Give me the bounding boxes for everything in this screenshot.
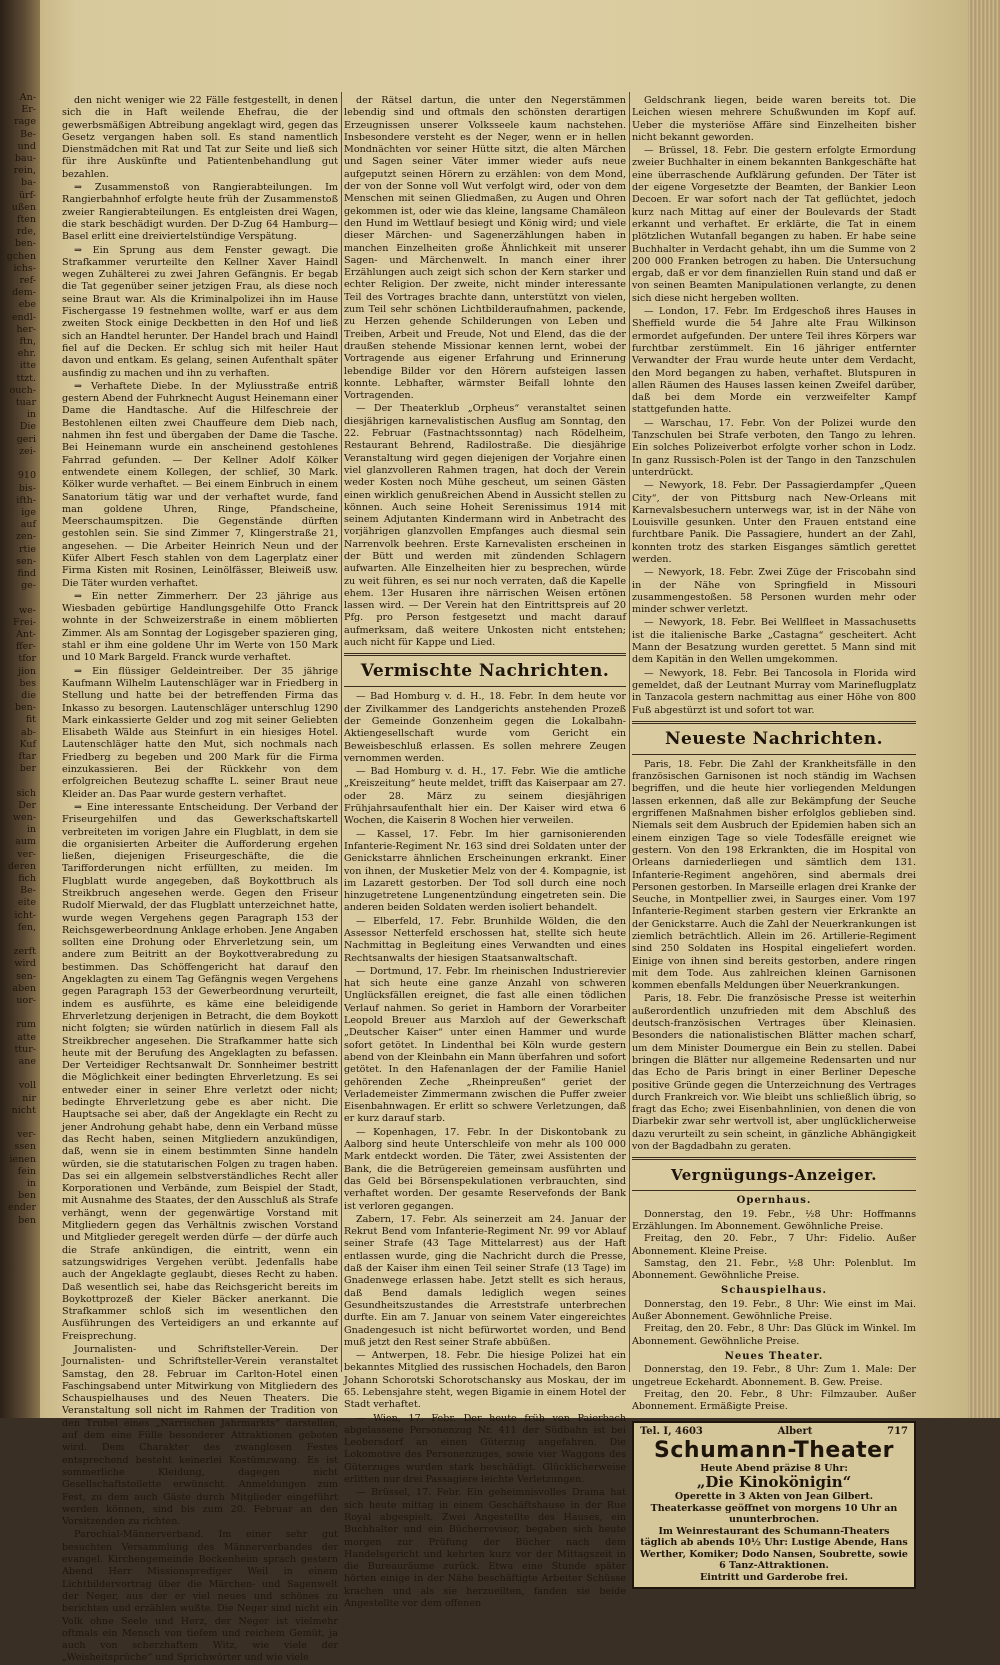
fragment-line: ben-: [14, 702, 36, 714]
section-rule: [632, 754, 916, 755]
fragment-line: bis-: [18, 482, 36, 494]
venue-name: Neues Theater.: [724, 1350, 824, 1362]
fragment-line: ttzt.: [16, 372, 36, 384]
fragment-line: ige: [21, 506, 36, 518]
fragment-line: bes: [19, 677, 36, 689]
fragment-line: sich: [16, 787, 36, 799]
article-paragraph: den nicht weniger wie 22 Fälle festgestellt, in denen sich die in Haft weilende Ehefrau, die der gewerbsmäßigen Abtreibung angeklagt wird, gegen das Gesetz vergangen haben soll. Es stand namentlich Dienstmädchen mit Rat und Tat zur Seite und ließ sich für ihre Auskünfte und Patientenbehandlung gut bezahlen.: [62, 95, 338, 180]
fragment-line: [0, 1007, 38, 1019]
vermischte-nachrichten-body: [344, 691, 626, 1610]
fragment-line: Die: [19, 421, 36, 433]
fragment-line: und: [17, 140, 36, 152]
fragment-line: ttur-: [14, 1043, 36, 1055]
ad-telephone: Tel. I, 4603: [640, 1426, 703, 1438]
article-paragraph: ⇒ Zusammenstoß von Rangierabteilungen. Im Rangierbahnhof erfolgte heute früh der Zusammenstoß zweier Rangierabteilungen. Es entgleisten drei Wagen, die stark beschädigt wurden. Der D-Zug 64 Hamburg—Basel erlitt eine dreiviertelstündige Verspätung.: [62, 182, 338, 243]
fragment-line: nicht: [11, 1104, 36, 1116]
heading-vergnuegungs-anzeiger: Vergnügungs-Anzeiger.: [670, 1166, 878, 1185]
fragment-line: ftar: [18, 750, 36, 762]
fragment-line: ben: [18, 1190, 36, 1202]
fragment-line: uor-: [16, 995, 36, 1007]
fragment-line: wird: [14, 958, 36, 970]
fragment-line: tuar: [15, 397, 36, 409]
fragment-line: rage: [14, 116, 36, 128]
fragment-line: ab-: [21, 726, 36, 738]
performance-listing: Donnerstag, den 19. Febr., 8 Uhr: Wie einst im Mai. Außer Abonnement. Gewöhnliche Preise.: [632, 1298, 916, 1323]
article-paragraph: — Brüssel, 17. Febr. Ein geheimnisvolles Drama hat sich heute mittag in einem Geschäftshause in der Rue Royal abgespielt. Zwei Angestellte des Hauses, ein Buchhalter und ein Bücherrevisor, begaben sich heute morgen zur Prüfung der Bücher nach dem Handelsgericht und kehrten kurz vor der Mittagszeit in die Bureauräume zurück. Etwa eine Stunde später hörten einige in der Nähe beschäftigte Arbeiter Schüsse krachen und als sie herzueilten, fanden sie beide Angestellte vor dem offenen: [344, 1487, 626, 1610]
fragment-line: endl-: [11, 311, 36, 323]
heading-neueste-nachrichten: Neueste Nachrichten.: [664, 728, 884, 749]
article-paragraph: Zabern, 17. Febr. Als seinerzeit am 24. Januar der Rekrut Bend vom Infanterie-Regiment Nr. 99 vor Ablauf seiner Strafe (43 Tage Mittelarrest) aus der Haft entlassen wurde, ging die Nachricht durch die Presse, daß der Kaiser ihm einen Teil seiner Strafe (13 Tage) im Gnadenwege erlassen habe. Jetzt stellt es sich heraus, daß Bend damals lediglich wegen seines Gesundheitszustandes die Arreststrafe unterbrechen durfte. Ein am 7. Januar von seinem Vater eingereichtes Gnadengesuch ist nicht befürwortet worden, und Bend muß jetzt den Rest seiner Strafe abbüßen.: [344, 1213, 626, 1348]
column-local-news: [62, 95, 338, 1664]
fragment-line: ben-: [14, 238, 36, 250]
fragment-line: voll: [18, 1080, 36, 1092]
performance-listing: Samstag, den 21. Febr., ½8 Uhr: Polenblut. Im Abonnement. Gewöhnliche Preise.: [632, 1257, 916, 1282]
fragment-line: Ant-: [15, 628, 36, 640]
fragment-line: atte: [17, 1031, 36, 1043]
article-paragraph: — Dortmund, 17. Febr. Im rheinischen Industrierevier hat sich heute eine ganze Anzahl von schweren Unglücksfällen ereignet, die fast alle einen tödlichen Verlauf nahmen. So geriet in Hamborn der Vorarbeiter Leopold Breuer aus Marxloh auf der Gewerkschaft „Deutscher Kaiser“ unter einen Hammer und wurde sofort getötet. In Lindenthal bei Köln wurde gestern abend von der Kleinbahn ein Mann überfahren und sofort getötet. In den Hafenanlagen der der Familie Haniel gehörenden Zeche „Rheinpreußen“ geriet der Verlademeister Zimmermann zwischen die Puffer zweier Eisenbahnwagen. Er erlitt so schwere Verletzungen, daß er kurz darauf starb.: [344, 965, 626, 1125]
fragment-line: deren: [8, 860, 36, 872]
fragment-line: ften: [16, 214, 36, 226]
fragment-line: wen-: [12, 811, 36, 823]
article-paragraph: — Newyork, 18. Febr. Zwei Züge der Friscobahn sind in der Nähe von Springfield in Missouri zusammengestoßen. 58 Personen wurden mehr oder minder schwer verletzt.: [632, 567, 916, 616]
article-paragraph: Paris, 18. Febr. Die französische Presse ist weiterhin außerordentlich unzufrieden mit dem Abschluß des deutsch-französischen Vertrages über Kleinasien. Besonders die nationalistischen Blätter machen scharf, um dem Minister Doumergue ein Bein zu stellen. Dabei bringen die Blätter nur allgemeine Redensarten und nur das Echo de Paris bringt in einer Berliner Depesche positive Gründe gegen die Unterzeichnung des Vertrages durch Frankreich vor. Wie bleibt uns schließlich übrig, so fragt das Echo; zwei Eisenbahnlinien, von denen die von Diarbekir zwar sehr wertvoll ist, aber unglücklicherweise dazu verurteilt zu sein scheint, in gänzliche Abhängigkeit von der Bagdadbahn zu geraten.: [632, 993, 916, 1153]
ad-title: Schumann-Theater: [654, 1437, 894, 1463]
fragment-line: ane: [18, 1056, 36, 1068]
article-paragraph: ⇒ Ein netter Zimmerherr. Der 23 jährige aus Wiesbaden gebürtige Handlungsgehilfe Otto Franck wohnte in der Schweizerstraße in einem möblierten Zimmer. Als am Sonntag der Logisgeber spazieren ging, stahl er ihm eine goldene Uhr im Werte von 150 Mark und 10 Mark Bargeld. Franck wurde verhaftet.: [62, 590, 338, 664]
fragment-line: ebe: [18, 299, 36, 311]
fragment-line: fein: [17, 1165, 36, 1177]
venue-name: Opernhaus.: [736, 1195, 812, 1207]
article-paragraph: — Newyork, 18. Febr. Bei Wellfleet in Massachusetts ist die italienische Barke „Castagna“ gescheitert. Acht Mann der Besatzung wurden gerettet. 5 Mann sind mit dem Kapitän in den Wellen umgekommen.: [632, 617, 916, 666]
article-paragraph: ⇒ Ein flüssiger Geldeintreiber. Der 35 jährige Kaufmann Wilhelm Lautenschläger war in Friedberg in Stellung und hatte bei der betreffenden Firma das Inkasso zu besorgen. Lautenschläger unterschlug 1290 Mark einkassierte Gelder und zog mit seiner Geliebten Elisabeth Wälde aus Steinfurt in ein hiesiges Hotel. Lautenschläger hatte den Mut, sich nochmals nach Friedberg zu begeben und 200 Mark für die Firma einzukassieren. Bei der Rückkehr von dem erfolgreichen Beutezug schaffte L. seiner Braut neue Kleider an. Das Paar wurde gestern verhaftet.: [62, 665, 338, 800]
fragment-line: ba-: [21, 177, 36, 189]
fragment-line: ber: [19, 763, 36, 775]
fragment-line: find: [17, 567, 36, 579]
fragment-line: sen-: [16, 970, 36, 982]
fragment-line: in: [26, 824, 36, 836]
article-paragraph: — Der Theaterklub „Orpheus“ veranstaltet seinen diesjährigen karnevalistischen Ausflug am Sonntag, den 22. Februar (Fastnachtssonntag) nach Rödelheim, Restaurant Behrend, Radilostraße. Die diesjährige Veranstaltung wird gegen diejenigen der Vorjahre einen viel glanzvolleren Rahmen tragen, hat doch der Verein weder Kosten noch Mühe gescheut, um seinen Gästen einen wirklich genußreichen Abend in Aussicht stellen zu können. Auch seine Hoheit Serenissimus 1914 mit seinem Adjutanten Kindermann wird in Anbetracht des vorjährigen glanzvollen Empfanges auch diesmal sein Narrenvolk beehren. Erste Karnevalisten erscheinen in der Bütt und werden mit zündenden Schlagern aufwarten. Alle Einzelheiten hier zu besprechen, würde zu weit führen, es sei nur noch verraten, daß die Kapelle ehem. 13er Husaren ihre närrischen Weisen ertönen lassen wird. — Der Verein hat den Eintrittspreis auf 20 Pfg. pro Person festgesetzt und macht darauf aufmerksam, daß weitere Unkosten nicht entstehen; auch nicht für Kappe und Lied.: [344, 403, 626, 649]
theater-listings: [632, 1195, 916, 1413]
fragment-line: itte: [19, 360, 36, 372]
fragment-line: aben: [12, 982, 36, 994]
section-rule: [632, 1190, 916, 1191]
fragment-line: 910: [17, 470, 36, 482]
article-paragraph: — Bad Homburg v. d. H., 17. Febr. Wie die amtliche „Kreiszeitung“ heute meldet, trifft das Kaiserpaar am 27. oder 28. März zu seinem diesjährigen Frühjahrsaufenthalt hier ein. Der Kaiser wird etwa 6 Wochen, die Kaiserin 8 Wochen hier verweilen.: [344, 766, 626, 827]
article-paragraph: ⇒ Verhaftete Diebe. In der Myliusstraße entriß gestern Abend der Fuhrknecht August Heinemann einer Dame die Handtasche. Auf die Hilfeschreie der Bestohlenen eilten zwei Chauffeure dem Dieb nach, nahmen ihn fest und übergaben der Dame die Tasche. Bei Heinemann wurde ein anscheinend gestohlenes Fahrrad gefunden. — Der Kellner Adolf Kölker entwendete einem Kollegen, der schlief, 30 Mark. Kölker wurde verhaftet. — Bei einem Einbruch in einem Sanatorium tätig war und der verhaftet wurde, fand man goldene Uhren, Ringe, Pfandscheine, Meerschaumspitzen. Die Gegenstände dürften gestohlen sein. Sie sind Zimmer 7, Klingerstraße 21, angesehen. — Die Arbeiter Heinrich Neun und der Küfer Albert Fesch stahlen von dem Lagerplatz einer Firma Kisten mit Rosinen, Leinölfässer, Bleiweiß usw. Die Täter wurden verhaftet.: [62, 380, 338, 589]
fragment-line: auf: [20, 519, 36, 531]
fragment-line: ouch-: [9, 384, 36, 396]
column-right: [632, 95, 916, 1583]
heading-vermischte-nachrichten: Vermischte Nachrichten.: [360, 661, 610, 682]
fragment-line: ref-: [19, 275, 36, 287]
article-paragraph: — Kassel, 17. Febr. Im hier garnisonierenden Infanterie-Regiment Nr. 163 sind drei Soldaten unter der Genickstarre ähnlichen Erscheinungen erkrankt. Einer von ihnen, der Musketier Melz von der 4. Kompagnie, ist im Lazarett gestorben. Der Tod soll durch eine noch hinzugetretene Lungenentzündung eingetreten sein. Die anderen beiden Soldaten werden isoliert behandelt.: [344, 828, 626, 914]
ad-line-4: Im Weinrestaurant des Schumann-Theaters täglich ab abends 10½ Uhr: Lustige Abende, Hans Werther, Komiker; Dodo Nansen, Soubrette, sowie 6 Tanz-Attraktionen.: [640, 1525, 908, 1572]
column-rule: [629, 92, 630, 1372]
article-paragraph: — London, 17. Febr. Im Erdgeschoß ihres Hauses in Sheffield wurde die 54 Jahre alte Frau Wilkinson ermordet aufgefunden. Der untere Teil ihres Körpers war furchtbar zerstümmelt. Ein 16 jähriger entfernter Verwandter der Frau wurde heute unter dem Verdacht, den Mord begangen zu haben, verhaftet. Blutspuren in allen Räumen des Hauses lassen keinen Zweifel darüber, daß bei dem Morde ein verzweifelter Kampf stattgefunden hatte.: [632, 306, 916, 416]
article-paragraph: — Kopenhagen, 17. Febr. In der Diskontobank zu Aalborg sind heute Unterschleife von mehr als 100 000 Mark entdeckt worden. Die Täter, zwei Assistenten der Bank, die die Betrügereien gemeinsam ausführten und das Geld bei Börsenspekulationen verbrauchten, sind verhaftet worden. Der gesamte Reservefonds der Bank ist verloren gegangen.: [344, 1126, 626, 1212]
fragment-line: nir: [22, 1092, 36, 1104]
fragment-line: [0, 775, 38, 787]
ad-show-title: „Die Kinokönigin“: [696, 1473, 852, 1492]
article-paragraph: — Brüssel, 18. Febr. Die gestern erfolgte Ermordung zweier Buchhalter in einem bekannten Bankgeschäfte hat eine überraschende Aufklärung gefunden. Der Täter ist der eigene Vorgesetzte der Beamten, der Bankier Leon Decoen. Er war sofort nach der Tat geflüchtet, jedoch kurz nach Mittag auf einer der Boulevards der Stadt erkannt und verhaftet. Er erklärte, die Tat in einem plötzlichen Wutanfall begangen zu haben. Er habe seine Buchhalter in Verdacht gehabt, ihn um die Summe von 2 200 000 Franken betrogen zu haben. Die Untersuchung ergab, daß er vor dem finanziellen Ruin stand und daß er von seinen Beamten Manipulationen verlangte, zu denen sich diese nicht hergeben wollten.: [632, 145, 916, 304]
fragment-line: ssen: [14, 1141, 36, 1153]
fragment-line: ge-: [21, 580, 36, 592]
fragment-line: icht-: [14, 909, 36, 921]
column-middle: [344, 95, 626, 1610]
fragment-line: rum: [16, 1019, 36, 1031]
performance-listing: Freitag, den 20. Febr., 8 Uhr: Filmzauber. Außer Abonnement. Ermäßigte Preise.: [632, 1388, 916, 1413]
fragment-line: ver-: [17, 1129, 36, 1141]
fragment-line: geri: [16, 433, 36, 445]
article-paragraph: — Elberfeld, 17. Febr. Brunhilde Wölden, die den Assessor Netterfeld erschossen hat, stellte sich heute Nachmittag in Begleitung eines Verwandten und eines Rechtsanwalts der hiesigen Staatsanwaltschaft.: [344, 915, 626, 964]
ad-number: 717: [887, 1426, 908, 1438]
column-right-top: [632, 95, 916, 717]
article-paragraph: Geldschrank liegen, beide waren bereits tot. Die Leichen wiesen mehrere Schußwunden im Kopf auf. Ueber die mysteriöse Affäre sind Einzelheiten bisher nicht bekannt geworden.: [632, 95, 916, 143]
fragment-line: eite: [17, 897, 36, 909]
fragment-line: her-: [16, 323, 36, 335]
article-paragraph: — Warschau, 17. Febr. Von der Polizei wurde den Tanzschulen bei Strafe verboten, den Tango zu lehren. Ein solches Polizeiverbot erfolgte vorher schon in Lodz. In ganz Russisch-Polen ist der Tango in den Tanzschulen unterdrückt.: [632, 417, 916, 478]
article-paragraph: der Rätsel dartun, die unter den Negerstämmen lebendig sind und oftmals den schönsten derartigen Erzeugnissen unserer Volksseele kaum nachstehen. Insbesondere versteht es der Neger, wenn er in hellen Mondnächten vor seiner Hütte sitzt, die alten Märchen und Sagen seiner Väter immer wieder aufs neue aufgeputzt seinen Hörern zu erzählen: von dem Mond, der von der Sonne voll Wut verfolgt wird, oder von dem Menschen mit seinen Gliedmaßen, zu Augen und Ohren gekommen ist, oder wie das kleine, langsame Chamäleon den Hund im Wettlauf besiegt und König wird; und viele dieser Märchen- und Sagenerzählungen haben in manchen Einzelheiten große Ähnlichkeit mit unserer Sagen- und Märchenwelt. In manch einer ihrer Erzählungen auch zeigt sich schon der Kern starker und echter Religion. Der zweite, nicht minder interessante Teil des Vortrages brachte dann, unterstützt von vielen, zum Teil sehr schönen Lichtbilderaufnahmen, packende, zu Herzen gehende Schilderungen von Leben und Treiben, Arbeit und Freude, Not und Elend, das die der draußen stehende Missionar kennen lernt, wobei der Vortragende aus eigener Erfahrung und Erinnerung lebendige Bilder vor den Hörern aufsteigen lassen konnte. Lebhafter, wärmster Beifall lohnte den Vortragenden.: [344, 95, 626, 402]
fragment-line: dem-: [12, 287, 36, 299]
fragment-line: ienen: [9, 1153, 36, 1165]
fragment-line: Be-: [20, 885, 36, 897]
ad-line-2: Operette in 3 Akten von Jean Gilbert.: [674, 1491, 874, 1503]
article-paragraph: ⇒ Ein Sprung aus dem Fenster gewagt. Die Strafkammer verurteilte den Kellner Xaver Haindl wegen Zuhälterei zu zwei Jahren Gefängnis. Er begab die Tat gegenüber seiner jetzigen Frau, als diese noch seine Braut war. Als die Kriminalpolizei ihn im Hause Fischergasse 19 festnehmen wollte, warf er aus dem zweiten Stock einige Deckbetten in den Hof und ließ sich an Handtel herunter. Der Handel brach und Haindl fiel auf die Decken. Er schlug sich mit heiler Haut davon und entkam. Es gelang, seinen Aufenthalt später ausfindig zu machen und ihn zu verhaften.: [62, 244, 338, 379]
fragment-line: ichs-: [13, 262, 36, 274]
fragment-line: ußen: [11, 201, 36, 213]
fragment-line: fen,: [17, 921, 36, 933]
fragment-line: [0, 934, 38, 946]
section-rule: [632, 721, 916, 724]
article-paragraph: — Antwerpen, 18. Febr. Die hiesige Polizei hat ein bekanntes Mitglied des russischen Hochadels, den Baron Johann Schorotski Schorotschansky aus Moskau, der im 65. Lebensjahre steht, wegen Bigamie in einem Hotel der Stadt verhaftet.: [344, 1350, 626, 1411]
fragment-line: ehr.: [17, 348, 36, 360]
fragment-line: [0, 1117, 38, 1129]
fragment-line: we-: [19, 604, 36, 616]
fragment-line: Der: [18, 799, 36, 811]
fragment-line: ben: [18, 1214, 36, 1226]
fragment-line: rein,: [13, 165, 36, 177]
article-paragraph: — Wien, 17. Febr. Der heute früh von Paierbach abgelassene Personenzug Nr. 411 der Südbahn ist bei Leobersdorf an einen Güterzug angefahren. Die Lokomotive des Personenzuges, sowie vier Waggons des Güterzuges wurden stark beschädigt. Glücklicherweise erlitten nur drei Passagiere leichte Verletzungen.: [344, 1412, 626, 1486]
section-rule: [632, 1157, 916, 1160]
fragment-line: in: [26, 409, 36, 421]
article-paragraph: — Bad Homburg v. d. H., 18. Febr. In dem heute vor der Zivilkammer des Landgerichts anstehenden Prozeß der Gemeinde Gonzenheim gegen die Lokalbahn-Aktiengesellschaft wurde vom Gericht ein Beweisbeschluß erlassen. Es sollen mehrere Zeugen vernommen werden.: [344, 691, 626, 764]
ad-line-5: Eintritt und Garderobe frei.: [700, 1571, 848, 1583]
article-paragraph: Paris, 18. Febr. Die Zahl der Krankheitsfälle in den französischen Garnisonen ist noch ständig im Wachsen begriffen, und die heute hier vorliegenden Meldungen lassen erkennen, daß alle zur Bekämpfung der Seuche ergriffenen Maßnahmen bisher erfolglos geblieben sind. Niemals seit dem Ausbruch der Epidemien haben sich an einem einzigen Tage so viele Todesfälle ereignet wie gestern. Von den 198 Erkrankten, die im Hospital von Orleans darniederliegen und sämtlich dem 131. Infanterie-Regiment angehören, sind abermals drei Personen gestorben. In Marseille erlagen drei Kranke der Seuche, in Montpellier zwei, in Saurges einer. Vom 197 Infanterie-Regiment starben gestern vier Erkrankte an der Genickstarre. Auch die Zahl der Neuerkrankungen ist ziemlich beträchtlich. Allein im 26. Artillerie-Regiment sind 250 Soldaten ins Hospital eingeliefert worden. Einige von ihnen sind bereits gestorben, andere ringen mit dem Tode. Aus zahlreichen kleinen Garnisonen kommen ebenfalls Meldungen über Neuerkrankungen.: [632, 758, 916, 992]
article-paragraph: Journalisten- und Schriftsteller-Verein. Der Journalisten- und Schriftsteller-Verein veranstaltet Samstag, den 28. Februar im Carlton-Hotel einen Faschingsabend unter Mitwirkung von Mitgliedern des Schauspielhauses und des Neuen Theaters. Die Veranstaltung soll nicht im Rahmen der Tradition von den Trubel eines „Närrischen Jahrmarkts“ darstellen, auf dem eine Fülle besonderer Attraktionen geboten wird. Dem Charakter des zwanglosen Festes entsprechend besteht keinerlei Kostümzwang. Es ist sommerliche Kleidung, dagegen nicht Gesellschaftstoilette erwünscht. Anmeldungen zum Fest, zu dem auch Gäste durch Mitglieder eingeführt werden können, sind bis zum 20. Februar an den Vorsitzenden zu richten.: [62, 1343, 338, 1528]
fragment-line: tfor: [18, 653, 36, 665]
schumann-theater-ad: [632, 1421, 916, 1589]
ad-albert: Albert: [777, 1426, 813, 1438]
fragment-line: jion: [18, 665, 36, 677]
fragment-line: [0, 458, 38, 470]
fragment-line: [0, 1068, 38, 1080]
ad-line-3: Theaterkasse geöffnet von morgens 10 Uhr an ununterbrochen.: [650, 1502, 898, 1526]
ad-line-1: Heute Abend präzise 8 Uhr:: [700, 1462, 848, 1474]
article-paragraph: — Newyork, 18. Febr. Der Passagierdampfer „Queen City“, der von Pittsburg nach New-Orleans mit Karnevalsbesuchern unterwegs war, ist in der Nähe von Louisville gesunken. Unter den Frauen entstand eine furchtbare Panik. Die Passagiere, hundert an der Zahl, konnten trotz des starken Eisganges sämtlich gerettet werden.: [632, 480, 916, 565]
fragment-line: die: [21, 689, 36, 701]
column-middle-top: [344, 95, 626, 649]
fragment-line: ürf-: [18, 189, 36, 201]
fragment-line: Er-: [21, 104, 36, 116]
section-rule: [344, 653, 626, 656]
fragment-line: fit: [25, 714, 36, 726]
article-paragraph: ⇒ Eine interessante Entscheidung. Der Verband der Friseurgehilfen und das Gewerkschaftskartell verbreiteten im vorigen Jahre ein Flugblatt, in dem sie die organisierten Arbeiter die Aufforderung ergehen ließen, diejenigen Friseurgeschäfte, die die Tarifforderungen nicht erfüllten, zu meiden. Im Flugblatt wurde angegeben, daß Boykottbruch als Streikbruch angesehen werde. Gegen den Friseur Rudolf Mierwald, der das Flugblatt unterzeichnet hatte, wurde wegen Vergehens gegen Paragraph 153 der Reichsgewerbeordnung Anklage erhoben. Jene Angaben sollten eine Drohung oder Ehrverletzung sein, um andere zum Beitritt an der Boykottverabredung zu bestimmen. Das Schöffengericht hat darauf den Angeklagten zu einem Tag Gefängnis wegen Vergehens gegen Paragraph 153 der Gewerbeordnung verurteilt, indem es ausführte, es käme eine beleidigende Ehrverletzung derjenigen in Betracht, die dem Boykott nicht folgten; sie würden natürlich in diesem Fall als Streikbrecher angesehen. Die Strafkammer hatte sich heute mit der Berufung des Angeklagten zu befassen. Der Verteidiger Rechtsanwalt Dr. Sonnheimer bestritt die Möglichkeit einer bedingten Ehrverletzung. Es sei entweder einer in seiner Ehre verletzt oder nicht; bedingte Ehrverletzung gebe es aber nicht. Die Hauptsache sei aber, daß der Angeklagte ein Recht zu jener Androhung gehabt habe, denn ein Verband müsse das Recht haben, seinen Mitgliedern anzukündigen, daß, wenn sie in einem bestimmten Sinne handeln würden, sie die statutarischen Folgen zu tragen haben. Das sei ein allgemein selbstverständliches Recht aller Korporationen und Verbände, zum Beispiel der Stadt, mit Ausnahme des Staates, der den Ausschluß als Strafe verhängt, wenn der gegenwärtige Vorstand mit Mitgliedern gegen das Verhältnis zwischen Vorstand und Mitglieder geregelt werden dürfe — der dürfe auch die Strafe ankündigen, die eintritt, wenn ein satzungswidriges Vergehen verübt. Jedenfalls habe auch der Angeklagte geglaubt, dieses Recht zu haben. Daß wesentlich sei, habe das Reichsgericht bereits im Boykottprozeß der Kieler Bäcker anerkannt. Die Strafkammer schloß sich im wesentlichen den Ausführungen des Verteidigers an und erkannte auf Freisprechung.: [62, 801, 338, 1342]
fragment-line: sen-: [16, 555, 36, 567]
fragment-line: ver-: [17, 848, 36, 860]
fragment-line: bau-: [14, 153, 36, 165]
fragment-line: [0, 592, 38, 604]
fragment-line: Kuf: [19, 738, 36, 750]
column-rule: [341, 92, 342, 1372]
performance-listing: Donnerstag, den 19. Febr., ½8 Uhr: Hoffmanns Erzählungen. Im Abonnement. Gewöhnliche Preise.: [632, 1208, 916, 1232]
article-paragraph: Parochial-Männerverband. Im einer sehr gut besuchten Versammlung des Männerverbandes der evangel. Kirchengemeinde Bockenheim sprach gestern Abend Herr Missionsprediger Weil in einem Lichtbildervortrag über die Märchen- und Sagenwelt der Neger, aus der er viel neues und schönes zu berichten und erzählen wußte. Die Neger sind nicht ein Volk ohne Seele und Herz, der Neger ist vielmehr oftmals ein Mensch von tiefem und reichem Gemüt, ja auch von scherzhaftem Witz, wie viele der „Weisheitsprüche“ und Sprichwörter und wie viele: [62, 1529, 338, 1664]
fragment-line: Frei-: [12, 616, 36, 628]
fragment-line: in: [26, 1178, 36, 1190]
fragment-line: ftn,: [19, 336, 36, 348]
fragment-line: Be-: [20, 128, 36, 140]
ad-header: [640, 1426, 908, 1438]
fragment-line: zen-: [16, 531, 36, 543]
fragment-line: ifth-: [16, 494, 36, 506]
performance-listing: Donnerstag, den 19. Febr., 8 Uhr: Zum 1. Male: Der ungetreue Eckehardt. Abonnement. B. Gew. Preise.: [632, 1364, 916, 1388]
fragment-line: An-: [19, 92, 36, 103]
fragment-line: rtie: [18, 543, 36, 555]
fragment-line: fich: [18, 873, 36, 884]
fragment-line: ender: [8, 1202, 36, 1214]
fragment-line: gchen: [6, 250, 36, 262]
fragment-line: ffer-: [15, 641, 36, 653]
fragment-line: rde,: [16, 226, 36, 238]
section-rule: [344, 686, 626, 687]
venue-name: Schauspielhaus.: [720, 1285, 828, 1297]
page-edges: [968, 0, 1000, 1418]
performance-listing: Freitag, den 20. Febr., 7 Uhr: Fidelio. Außer Abonnement. Kleine Preise.: [632, 1233, 916, 1257]
previous-page-fragment: [0, 92, 38, 1322]
article-paragraph: — Newyork, 18. Febr. Bei Tancosola in Florida wird gemeldet, daß der Leutnant Murray vom Marineflugplatz in Tanzacola gestern nachmittag aus einer Höhe von 800 Fuß abgestürzt ist und sofort tot war.: [632, 667, 916, 716]
fragment-line: zerft: [13, 946, 36, 958]
fragment-line: zei-: [19, 445, 36, 457]
performance-listing: Freitag, den 20. Febr., 8 Uhr: Das Glück im Winkel. Im Abonnement. Gewöhnliche Preise.: [632, 1323, 916, 1347]
fragment-line: aum: [15, 836, 36, 848]
neueste-nachrichten-body: [632, 759, 916, 1154]
